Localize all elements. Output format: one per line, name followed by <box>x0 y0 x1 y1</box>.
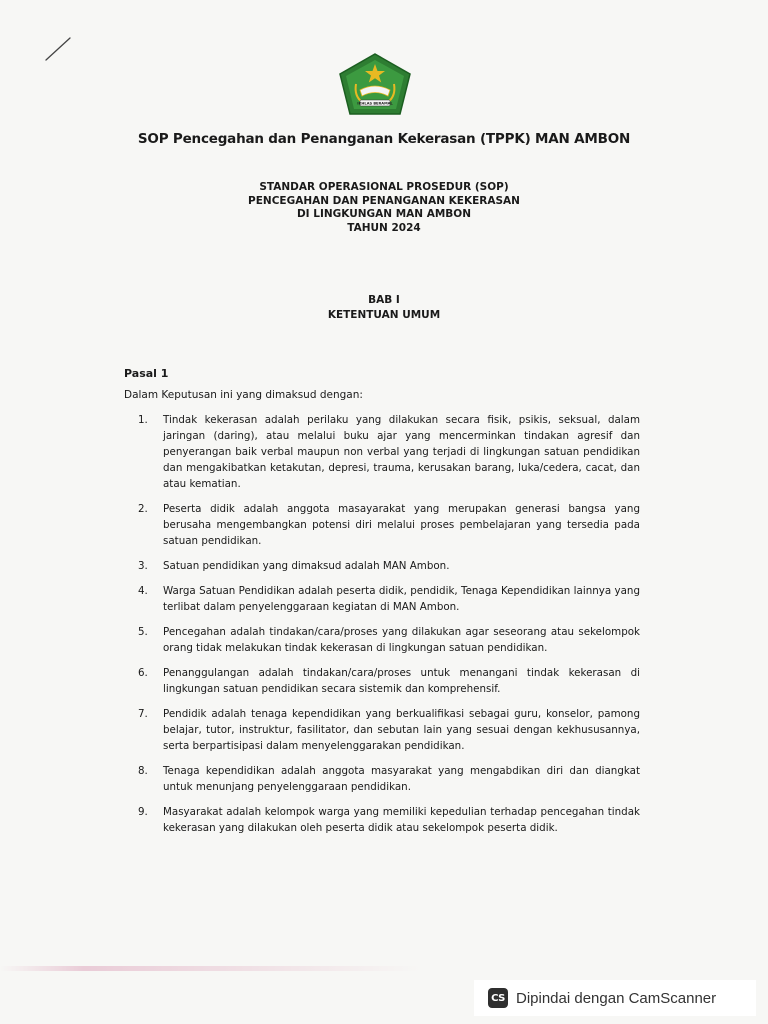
chapter-number: BAB I <box>368 294 400 306</box>
item-text: Satuan pendidikan yang dimaksud adalah MAN Ambon. <box>163 560 450 572</box>
item-number: 9. <box>138 806 148 818</box>
list-item <box>138 665 640 697</box>
item-number: 2. <box>138 503 148 515</box>
item-number: 6. <box>138 667 148 679</box>
sop-line: PENCEGAHAN DAN PENANGANAN KEKERASAN <box>248 194 520 207</box>
sop-heading-block <box>0 181 768 235</box>
article-heading: Pasal 1 <box>124 367 169 380</box>
item-text: Tindak kekerasan adalah perilaku yang dilakukan secara fisik, psikis, seksual, dalam jaringan (daring), atau melalui buku ajar yang mencerminkan tindakan agresif dan penyerangan baik verbal maupun non verbal yang terjadi di lingkungan satuan pendidikan dan mengakibatkan ketakutan, depresi, trauma, kerusakan barang, luka/cedera, cacat, dan atau kematian. <box>163 414 640 490</box>
list-item <box>138 583 640 615</box>
camscanner-text: Dipindai dengan CamScanner <box>516 989 717 1007</box>
item-text: Penanggulangan adalah tindakan/cara/proses untuk menangani tindak kekerasan di lingkungan satuan pendidikan secara sistemik dan komprehensif. <box>163 667 640 695</box>
chapter-heading <box>0 293 768 323</box>
item-text: Pencegahan adalah tindakan/cara/proses yang dilakukan agar seseorang atau sekelompok orang tidak melakukan tindak kekerasan di lingkungan satuan pendidikan. <box>163 626 640 654</box>
item-number: 7. <box>138 708 148 720</box>
list-item <box>138 804 640 836</box>
pen-mark <box>44 36 74 62</box>
article-intro: Dalam Keputusan ini yang dimaksud dengan: <box>124 389 363 401</box>
item-text: Masyarakat adalah kelompok warga yang memiliki kepedulian terhadap pencegahan tindak kekerasan yang dilakukan oleh peserta didik atau sekelompok peserta didik. <box>163 806 640 834</box>
document-title: SOP Pencegahan dan Penanganan Kekerasan (TPPK) MAN AMBON <box>137 131 631 147</box>
list-item <box>138 763 640 795</box>
camscanner-watermark <box>474 980 756 1016</box>
list-item <box>138 706 640 754</box>
item-text: Pendidik adalah tenaga kependidikan yang berkualifikasi sebagai guru, konselor, pamong belajar, tutor, instruktur, fasilitator, dan sebutan lain yang sesuai dengan kekhususannya, serta berpartisipasi dalam menyelenggarakan pendidikan. <box>163 708 640 752</box>
list-item <box>138 558 640 574</box>
list-item <box>138 412 640 492</box>
chapter-title: KETENTUAN UMUM <box>327 309 441 321</box>
item-number: 1. <box>138 414 148 426</box>
sop-line: DI LINGKUNGAN MAN AMBON <box>296 208 472 220</box>
item-number: 8. <box>138 765 148 777</box>
list-item <box>138 624 640 656</box>
sop-line: STANDAR OPERASIONAL PROSEDUR (SOP) <box>259 181 509 193</box>
logo-banner-text: IKHLAS BERAMAL <box>357 101 393 106</box>
item-text: Tenaga kependidikan adalah anggota masyarakat yang mengabdikan diri dan diangkat untuk menunjang penyelenggaraan pendidikan. <box>163 765 640 793</box>
item-text: Warga Satuan Pendidikan adalah peserta didik, pendidik, Tenaga Kependidikan lainnya yang terlibat dalam penyelenggaraan kegiatan di MAN Ambon. <box>163 585 640 613</box>
sop-line: TAHUN 2024 <box>347 221 421 234</box>
list-item <box>138 501 640 549</box>
kemenag-logo-icon <box>338 52 412 118</box>
scan-artifact-streak <box>0 966 420 971</box>
camscanner-icon: CS <box>488 988 508 1008</box>
item-number: 3. <box>138 560 148 572</box>
item-number: 5. <box>138 626 148 638</box>
definition-list <box>138 412 640 845</box>
item-number: 4. <box>138 585 148 597</box>
item-text: Peserta didik adalah anggota masayarakat yang merupakan generasi bangsa yang berusaha mengembangkan potensi diri melalui proses pembelajaran yang tersedia pada satuan pendidikan. <box>163 503 640 547</box>
